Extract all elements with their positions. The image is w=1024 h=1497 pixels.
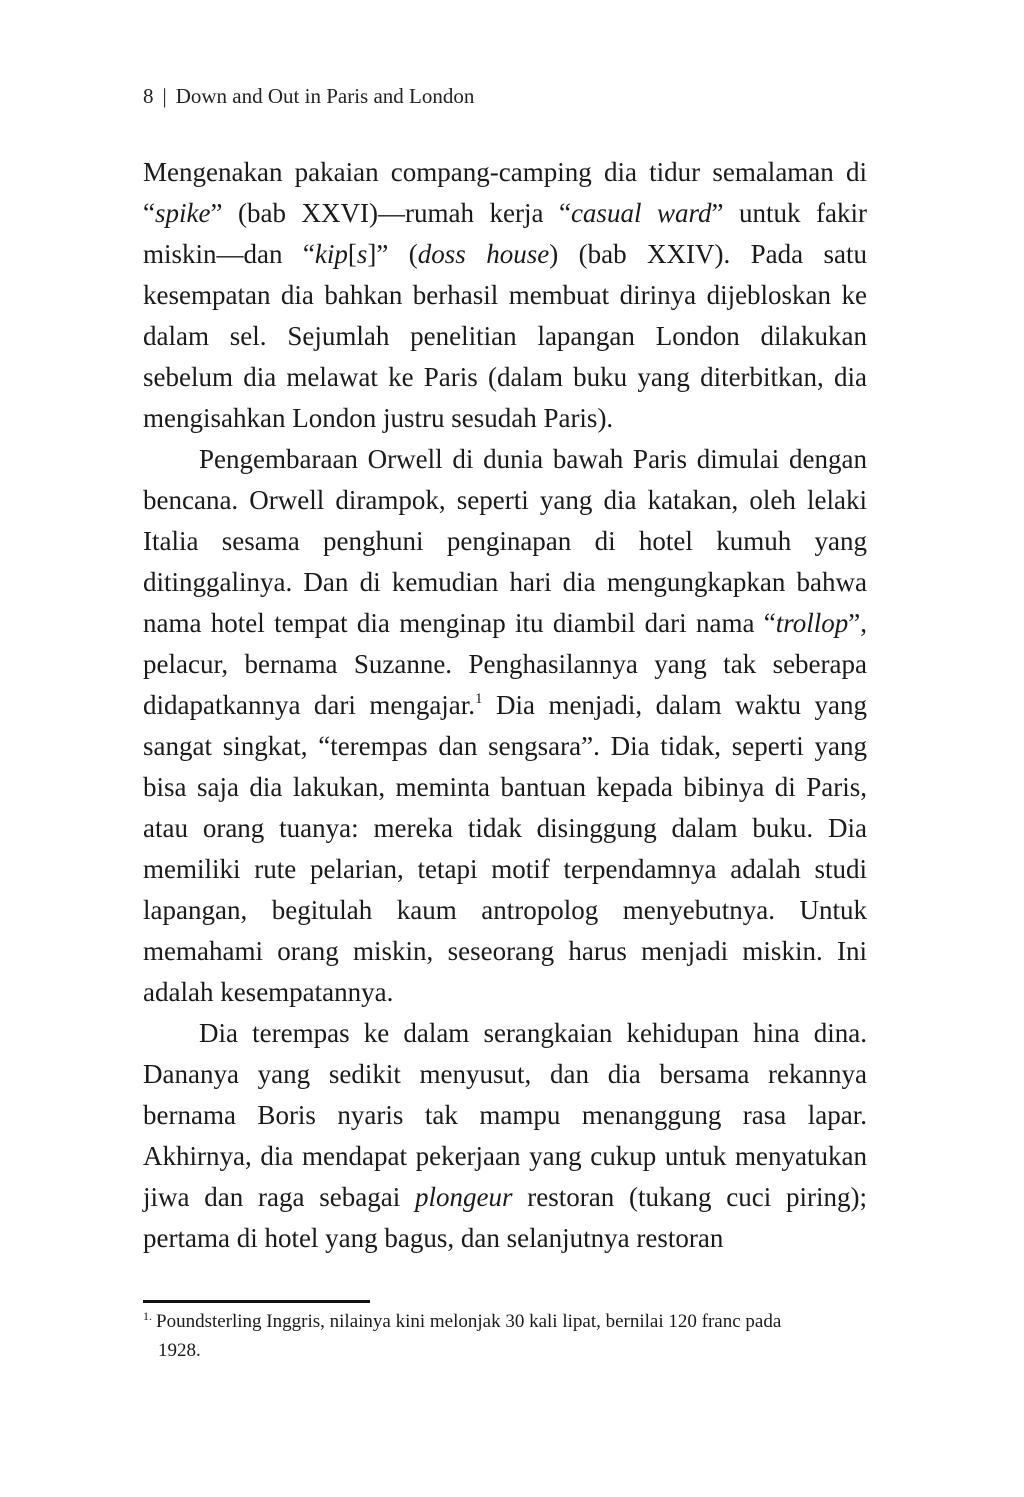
header-separator: | [162,84,167,108]
page-number: 8 [143,84,154,108]
paragraph-1 [143,152,867,439]
text-run: ) (bab XXIV). Pada satu kesempatan dia bahkan berhasil membuat dirinya dijebloskan ke dalam sel. Sejumlah penelitian lapangan London dilakukan sebelum dia melawat ke Paris (dalam buku yang diterbitkan, dia mengisahkan London justru sesudah Paris). [143,239,868,433]
text-run: ” untuk fakir miskin—dan “ [143,198,868,269]
text-run: Mengenakan pakaian compang-camping dia tidur semalaman di “ [143,157,867,228]
paragraph-3 [143,1013,867,1259]
text-run: Pengembaraan Orwell di dunia bawah Paris dimulai dengan bencana. Orwell dirampok, seperti yang dia katakan, oleh lelaki Italia sesama penghuni penginapan di hotel kumuh yang ditinggalinya. Dan di kemudian hari dia mengungkapkan bahwa nama hotel tempat dia menginap itu diambil dari nama “ [143,444,867,638]
footnote-marker: 1. [143,1309,152,1323]
text-run: Dia terempas ke dalam serangkaian kehidupan hina dina. Dananya yang sedikit menyusut, dan dia bersama rekannya bernama Boris nyaris tak mampu menanggung rasa lapar. Akhirnya, dia mendapat pekerjaan yang cukup untuk menyatukan jiwa dan raga sebagai [143,1018,867,1212]
italic-term-doss-house: doss house [417,239,550,269]
footnote-line-2: 1928. [158,1340,201,1361]
italic-term-trollop: trollop [775,608,849,638]
italic-term-s: s [356,239,368,269]
running-head [143,80,474,112]
text-run: restoran (tukang cuci piring); pertama di hotel yang bagus, dan selanjutnya restoran [143,1182,867,1253]
footnote [143,1307,867,1365]
italic-term-casual-ward: casual ward [570,198,712,228]
text-run: ” (bab XXVI)—rumah kerja “ [210,198,571,228]
bracket-open: [ [347,239,357,269]
body-text [143,152,867,1259]
footnote-divider [143,1300,370,1303]
italic-term-spike: spike [154,198,211,228]
footnote-line-1: Poundsterling Inggris, nilainya kini melonjak 30 kali lipat, bernilai 120 franc pada [156,1311,782,1332]
paragraph-2 [143,439,867,1013]
italic-term-plongeur: plongeur [415,1182,513,1212]
book-title: Down and Out in Paris and London [175,84,475,108]
text-run: ”, pelacur, bernama Suzanne. Penghasilannya yang tak seberapa didapatkannya dari mengajar. [143,608,867,720]
footnote-reference[interactable]: 1 [475,691,483,707]
text-run: Dia menjadi, dalam waktu yang sangat singkat, “terempas dan sengsara”. Dia tidak, seperti yang bisa saja dia lakukan, meminta bantuan kepada bibinya di Paris, atau orang tuanya: mereka tidak disinggung dalam buku. Dia memiliki rute pelarian, tetapi motif terpendamnya adalah studi lapangan, begitulah kaum antropolog menyebutnya. Untuk memahami orang miskin, seseorang harus menjadi miskin. Ini adalah kesempatannya. [143,690,867,1007]
text-run: ” ( [376,239,418,269]
bracket-close: ] [367,239,377,269]
italic-term-kip: kip [314,239,348,269]
